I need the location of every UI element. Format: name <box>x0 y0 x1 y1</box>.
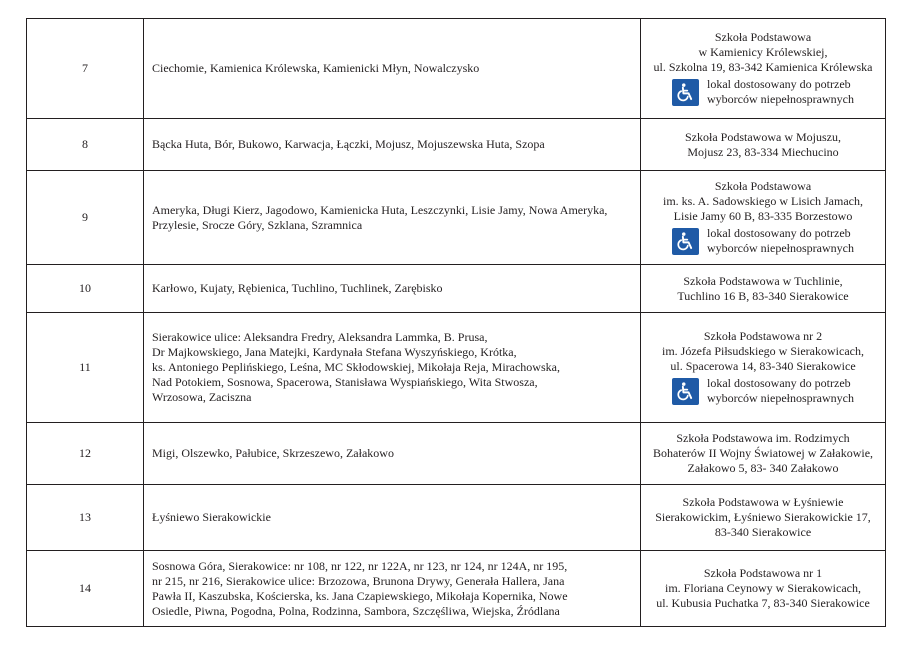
district-number: 10 <box>27 265 144 313</box>
district-number: 7 <box>27 19 144 119</box>
district-area: Ciechomie, Kamienica Królewska, Kamienicki Młyn, Nowalczysko <box>144 19 641 119</box>
station-address-line: Szkoła Podstawowa nr 2 <box>703 329 823 343</box>
station-address-line: Szkoła Podstawowa nr 1 <box>703 566 823 580</box>
accessibility-line: lokal dostosowany do potrzeb <box>707 77 851 91</box>
accessibility-text <box>707 77 854 107</box>
district-area: Ameryka, Długi Kierz, Jagodowo, Kamienicka Huta, Leszczynki, Lisie Jamy, Nowa Ameryka, Przylesie, Srocze Góry, Szklana, Szramnica <box>144 171 641 265</box>
polling-station <box>641 171 886 265</box>
polling-station <box>641 485 886 551</box>
station-address-line: ul. Spacerowa 14, 83-340 Sierakowice <box>670 359 856 373</box>
station-address-line: 83-340 Sierakowice <box>714 525 812 539</box>
area-line: Nad Potokiem, Sosnowa, Spacerowa, Stanisława Wyspiańskiego, Wita Stwosza, <box>152 375 538 389</box>
station-address-line: im. Floriana Ceynowy w Sierakowicach, <box>665 581 861 595</box>
table-row <box>27 119 886 171</box>
station-address-line: Załakowo 5, 83- 340 Załakowo <box>687 461 839 475</box>
accessibility-note <box>645 77 881 107</box>
wheelchair-glyph <box>675 231 696 252</box>
accessibility-text <box>707 226 854 256</box>
polling-station <box>641 551 886 627</box>
wheelchair-glyph <box>675 82 696 103</box>
district-number: 11 <box>27 313 144 423</box>
polling-station <box>641 119 886 171</box>
area-line: ks. Antoniego Peplińskiego, Leśna, MC Skłodowskiej, Mikołaja Reja, Mirachowska, <box>152 360 560 374</box>
district-area: Łyśniewo Sierakowickie <box>144 485 641 551</box>
district-area <box>144 313 641 423</box>
table-row <box>27 485 886 551</box>
station-address-line: Mojusz 23, 83-334 Miechucino <box>687 144 839 159</box>
wheelchair-glyph <box>675 381 696 402</box>
station-address-line: im. Józefa Piłsudskiego w Sierakowicach, <box>662 344 864 358</box>
district-area <box>144 551 641 627</box>
accessibility-line: wyborców niepełnosprawnych <box>707 92 854 106</box>
area-line: Sierakowice ulice: Aleksandra Fredry, Aleksandra Lammka, B. Prusa, <box>152 330 488 344</box>
district-area: Migi, Olszewko, Pałubice, Skrzeszewo, Załakowo <box>144 423 641 485</box>
station-address-line: ul. Szkolna 19, 83-342 Kamienica Królewska <box>653 60 873 74</box>
area-line: Dr Majkowskiego, Jana Matejki, Kardynała Stefana Wyszyńskiego, Krótka, <box>152 345 517 359</box>
accessibility-note <box>645 226 881 256</box>
station-address-line: Szkoła Podstawowa w Łyśniewie <box>682 495 844 509</box>
wheelchair-icon <box>672 79 699 106</box>
district-number: 13 <box>27 485 144 551</box>
polling-districts-table <box>26 18 886 627</box>
area-line: Sosnowa Góra, Sierakowice: nr 108, nr 122, nr 122A, nr 123, nr 124, nr 124A, nr 195, <box>152 558 568 573</box>
table-row <box>27 551 886 627</box>
accessibility-line: lokal dostosowany do potrzeb <box>707 226 851 240</box>
station-address-line: Szkoła Podstawowa <box>714 179 812 193</box>
district-number: 8 <box>27 119 144 171</box>
station-address-line: Lisie Jamy 60 B, 83-335 Borzestowo <box>673 209 853 223</box>
district-area: Bącka Huta, Bór, Bukowo, Karwacja, Łączki, Mojusz, Mojuszewska Huta, Szopa <box>144 119 641 171</box>
station-address-line: Szkoła Podstawowa w Mojuszu, <box>685 129 841 144</box>
table-row <box>27 171 886 265</box>
table-row <box>27 423 886 485</box>
district-number: 14 <box>27 551 144 627</box>
station-address-line: w Kamienicy Królewskiej, <box>698 45 828 59</box>
area-line: Wrzosowa, Zaciszna <box>152 390 252 404</box>
wheelchair-icon <box>672 378 699 405</box>
district-area: Karłowo, Kujaty, Rębienica, Tuchlino, Tuchlinek, Zarębisko <box>144 265 641 313</box>
table-row <box>27 19 886 119</box>
station-address-line: Bohaterów II Wojny Światowej w Załakowie, <box>652 446 874 460</box>
station-address-line: Szkoła Podstawowa im. Rodzimych <box>676 431 850 445</box>
accessibility-line: wyborców niepełnosprawnych <box>707 241 854 255</box>
polling-station <box>641 265 886 313</box>
station-address-line: Sierakowickim, Łyśniewo Sierakowickie 17, <box>655 510 871 524</box>
polling-station <box>641 313 886 423</box>
wheelchair-icon <box>672 228 699 255</box>
station-address-line: ul. Kubusia Puchatka 7, 83-340 Sierakowice <box>656 596 870 610</box>
station-address-line: im. ks. A. Sadowskiego w Lisich Jamach, <box>663 194 863 208</box>
station-address-line: Szkoła Podstawowa w Tuchlinie, <box>683 273 843 288</box>
district-number: 9 <box>27 171 144 265</box>
table-row <box>27 265 886 313</box>
station-address-line: Tuchlino 16 B, 83-340 Sierakowice <box>677 288 849 303</box>
accessibility-text <box>707 376 854 406</box>
accessibility-note <box>645 376 881 406</box>
accessibility-line: lokal dostosowany do potrzeb <box>707 376 851 390</box>
station-address-line: Szkoła Podstawowa <box>714 30 812 44</box>
polling-station <box>641 19 886 119</box>
table-row <box>27 313 886 423</box>
accessibility-line: wyborców niepełnosprawnych <box>707 391 854 405</box>
district-number: 12 <box>27 423 144 485</box>
area-line: Osiedle, Piwna, Pogodna, Polna, Rodzinna, Sambora, Szczęśliwa, Wiejska, Źródlana <box>152 603 560 618</box>
polling-station <box>641 423 886 485</box>
area-line: Pawła II, Kaszubska, Kościerska, ks. Jana Czapiewskiego, Mikołaja Kopernika, Nowe <box>152 588 568 603</box>
area-line: nr 215, nr 216, Sierakowice ulice: Brzozowa, Brunona Drywy, Generała Hallera, Jana <box>152 573 565 588</box>
